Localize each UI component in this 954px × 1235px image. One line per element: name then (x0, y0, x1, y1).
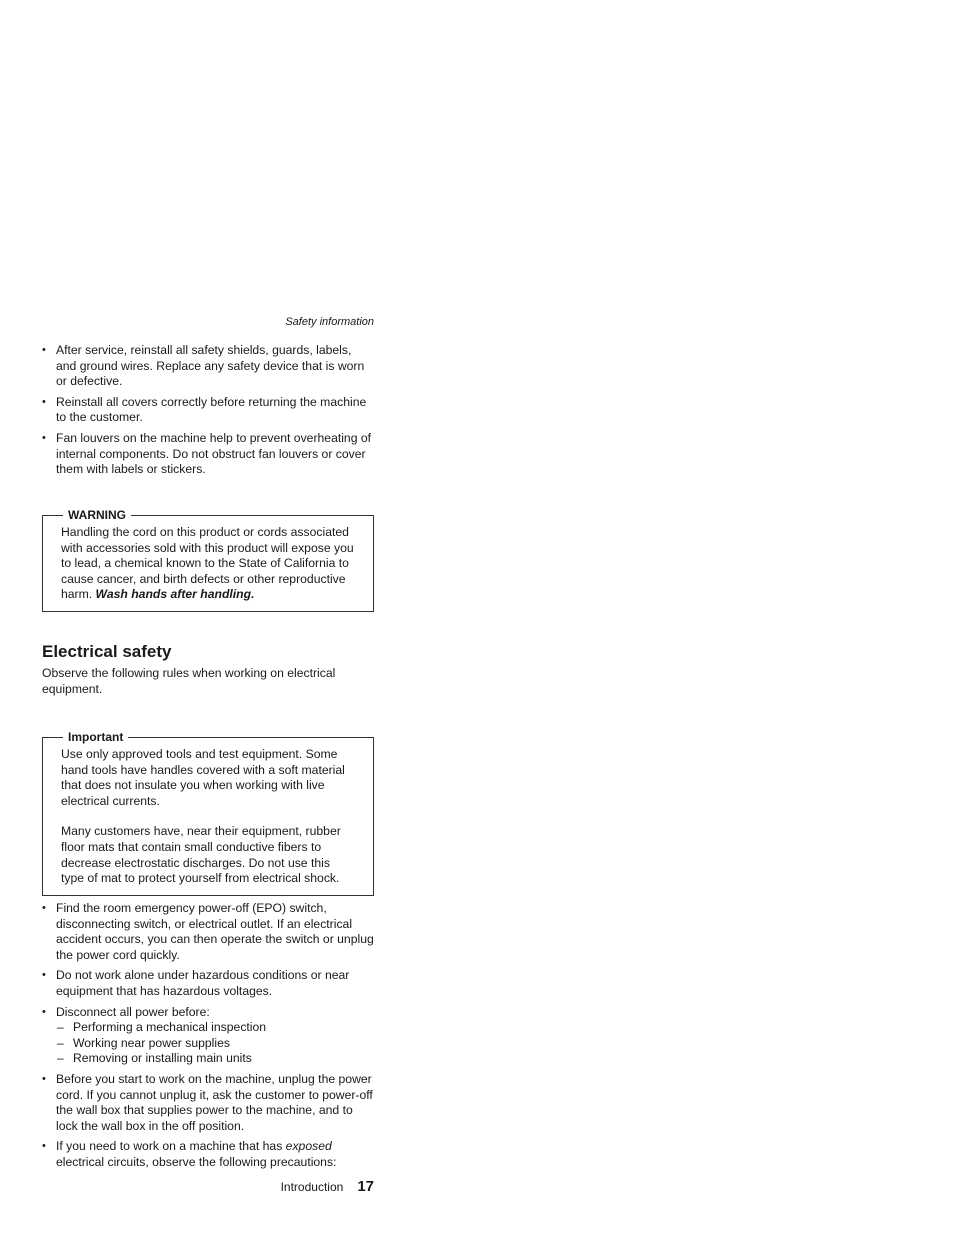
bottom-bullet-list (42, 901, 374, 1176)
list-item-text: electrical circuits, observe the following precautions: (56, 1154, 337, 1169)
footer-section: Introduction (280, 1180, 344, 1194)
sub-list-item: – Removing or installing main units (56, 1051, 374, 1067)
warning-body: Handling the cord on this product or cords associated with accessories sold with this product will expose you to lead, a chemical known to the State of California to cause cancer, and birth defects or other reproductive harm. (61, 525, 354, 602)
top-bullet-list (42, 343, 374, 483)
warning-emphasis: Wash hands after handling. (95, 587, 255, 602)
sub-list (56, 1020, 374, 1067)
warning-text (61, 525, 355, 603)
list-item: • Find the room emergency power-off (EPO) switch, disconnecting switch, or electrical outlet. If an electrical accident occurs, you can then operate the switch or unplug the power cord quickly. (42, 901, 374, 963)
list-item: • After service, reinstall all safety shields, guards, labels, and ground wires. Replace any safety device that is worn or defective. (42, 343, 374, 390)
important-box (42, 730, 374, 896)
important-paragraph: Many customers have, near their equipment, rubber floor mats that contain small conductive fibers to decrease electrostatic discharges. Do not use this type of mat to protect yourself from electrical shock. (61, 824, 341, 886)
section-intro: Observe the following rules when working on electrical equipment. (42, 666, 336, 696)
important-label: Important (63, 730, 128, 744)
list-item: • Before you start to work on the machine, unplug the power cord. If you cannot unplug it, ask the customer to power-off the wall box that supplies power to the machine, and to lock the wall box in the off position. (42, 1072, 374, 1134)
list-item-disconnect (42, 1005, 374, 1067)
running-head: Safety information (285, 316, 374, 328)
sub-list-item: – Performing a mechanical inspection (56, 1020, 374, 1036)
list-item-lead: Disconnect all power before: (56, 1004, 210, 1019)
warning-label: WARNING (63, 508, 131, 522)
section-title: Electrical safety (42, 642, 172, 661)
page-number: 17 (357, 1178, 374, 1195)
warning-box (42, 508, 374, 612)
important-paragraph: Use only approved tools and test equipment. Some hand tools have handles covered with a soft material that does not insulate you when working with live electrical currents. (61, 747, 345, 808)
list-item-text: If you need to work on a machine that has (56, 1139, 286, 1154)
list-item-exposed (42, 1139, 374, 1170)
list-item: • Do not work alone under hazardous conditions or near equipment that has hazardous voltages. (42, 968, 374, 999)
emphasis-exposed: exposed (285, 1139, 332, 1154)
list-item: • Fan louvers on the machine help to prevent overheating of internal components. Do not obstruct fan louvers or cover them with labels or stickers. (42, 431, 374, 478)
page-footer (281, 1179, 374, 1196)
list-item: • Reinstall all covers correctly before returning the machine to the customer. (42, 395, 374, 426)
sub-list-item: – Working near power supplies (56, 1036, 374, 1052)
